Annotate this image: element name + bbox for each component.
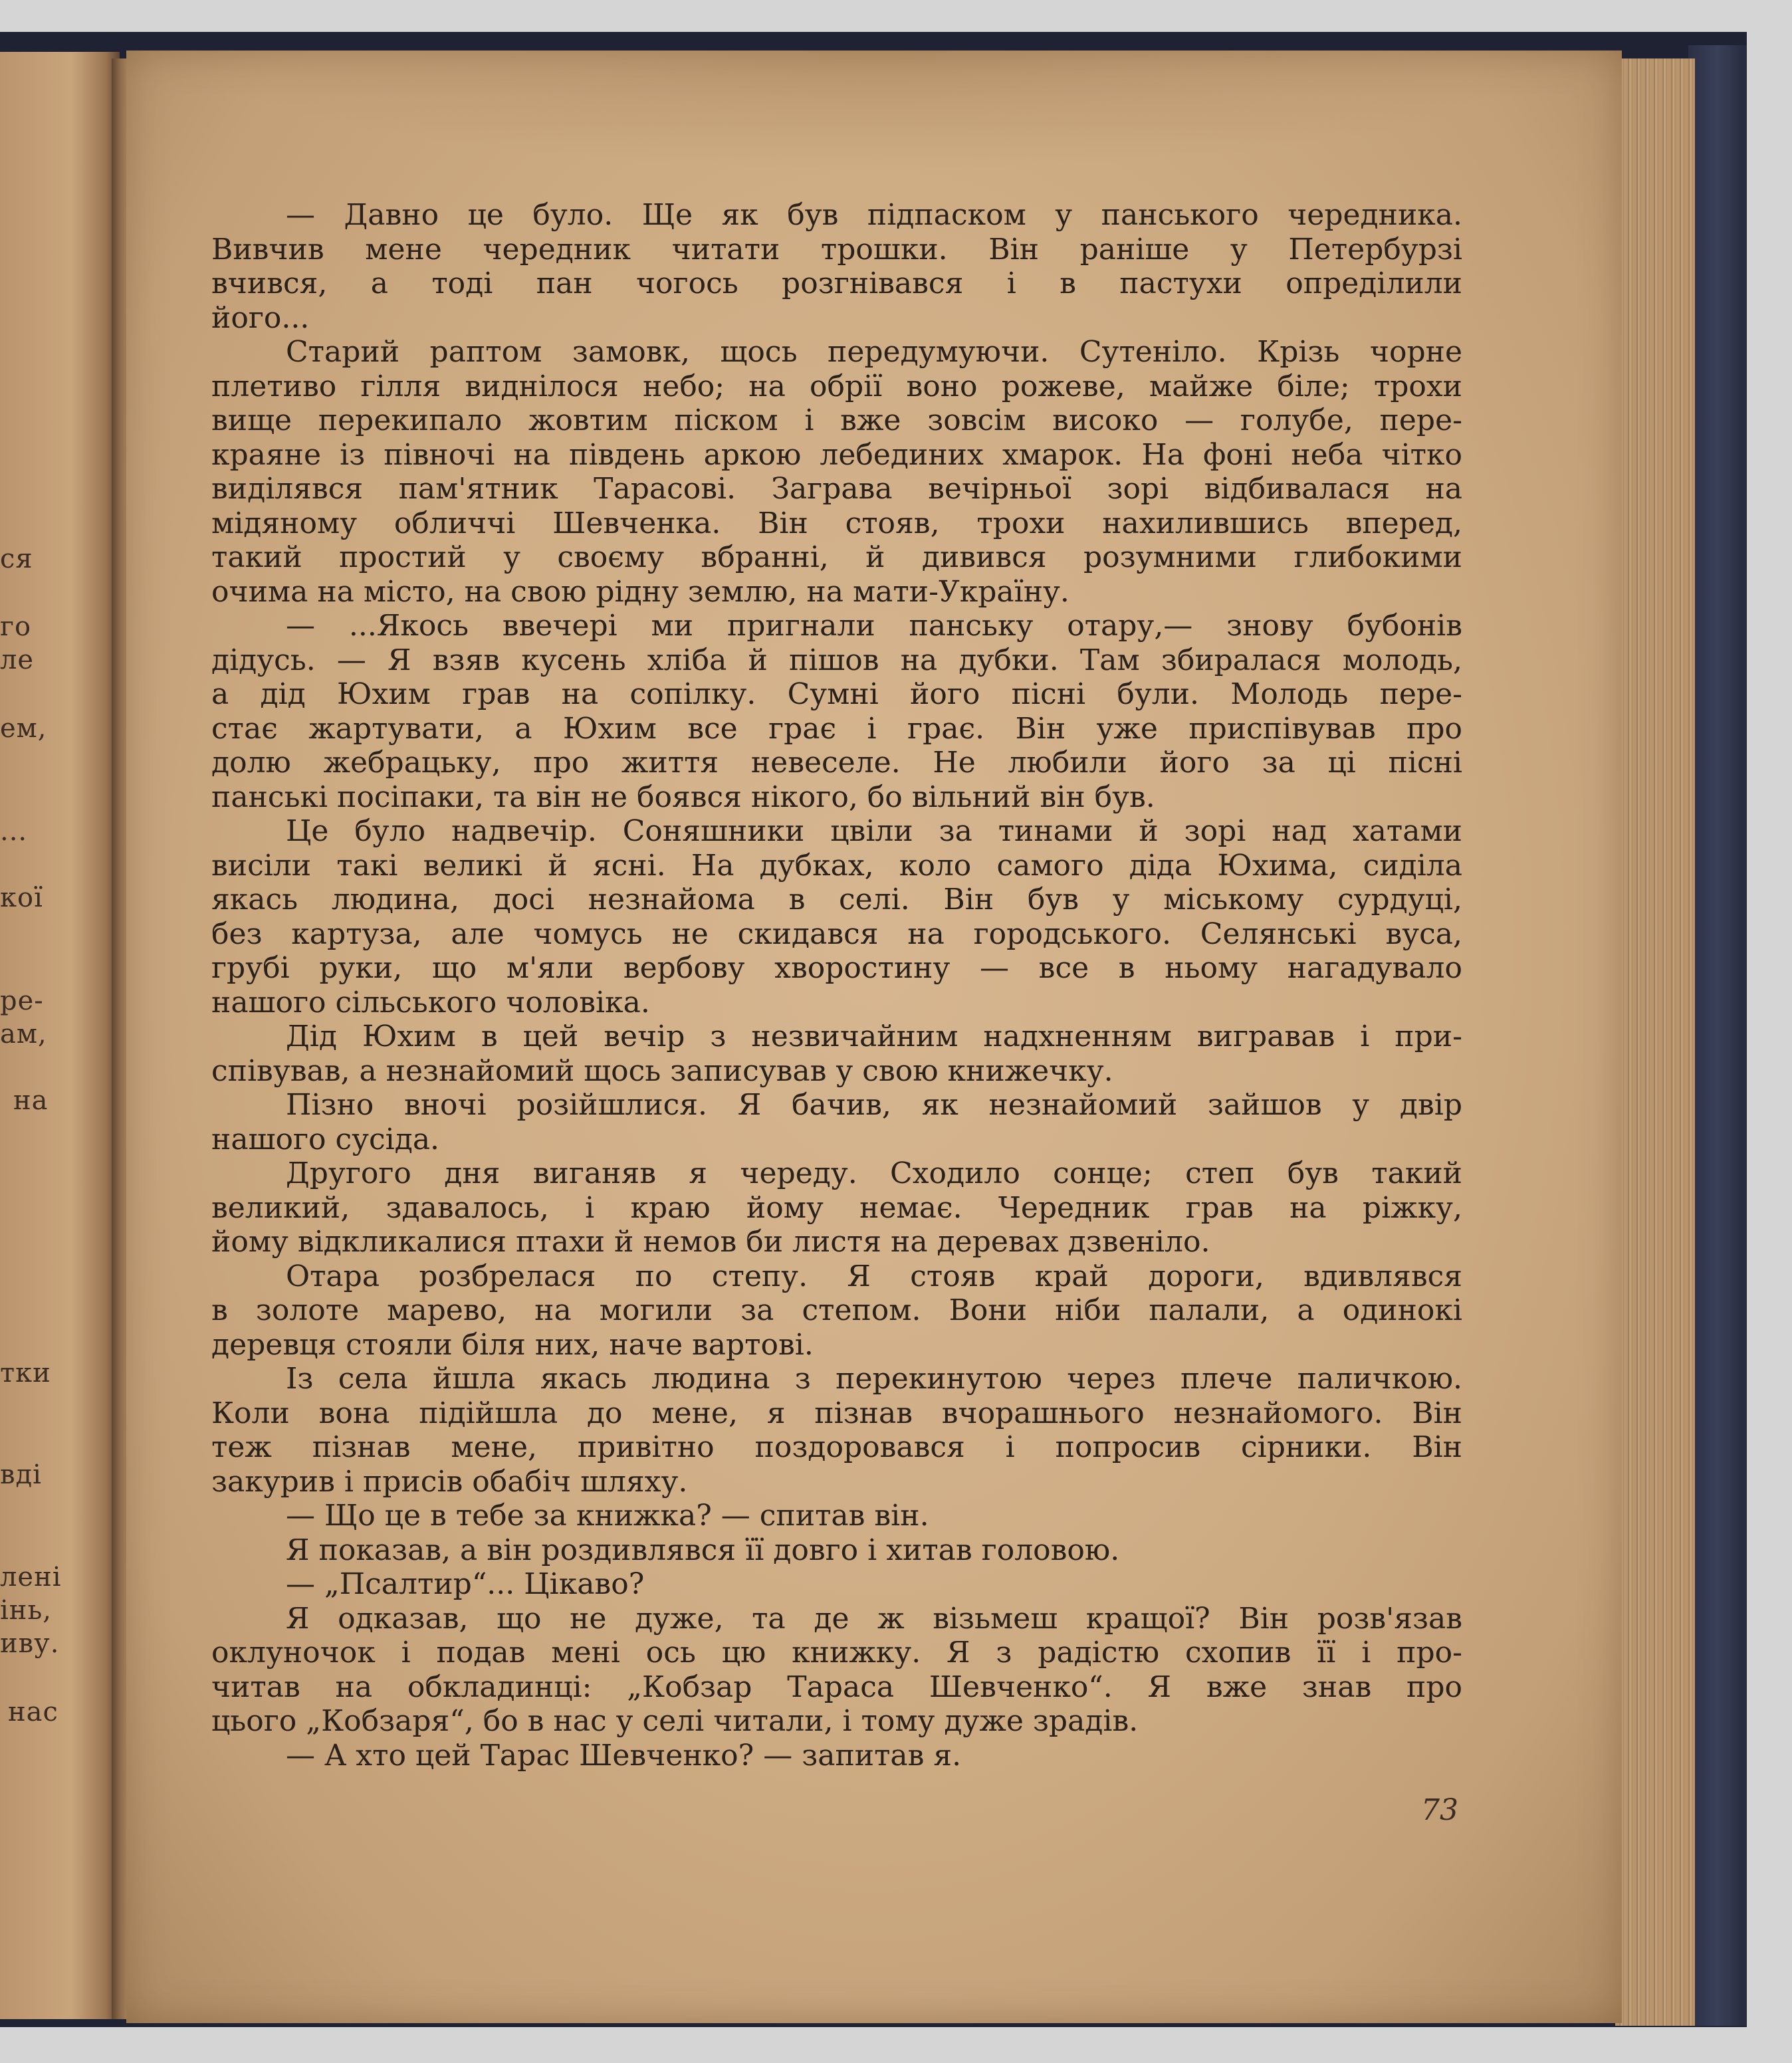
page-edges [1615, 58, 1695, 2026]
text-line: оклуночок і подав мені ось цю книжку. Я з радістю схопив її і про- [211, 1636, 1462, 1670]
text-line: а дід Юхим грав на сопілку. Сумні його пісні були. Молодь пере- [211, 677, 1462, 711]
text-line: Другого дня виганяв я череду. Сходило сонце; степ був такий [286, 1156, 1462, 1190]
left-page-fragment: го [0, 611, 32, 642]
left-page-fragment: нас [8, 1697, 58, 1727]
text-line: без картуза, але чомусь не скидався на городського. Селянські вуса, [211, 917, 1462, 951]
book-cover-edge [1688, 45, 1747, 2026]
left-page-fragment: ре- [0, 986, 44, 1016]
text-line: Вивчив мене чередник читати трошки. Він раніше у Петербурзі [211, 232, 1462, 267]
left-page-fragment: інь, [0, 1595, 52, 1626]
text-line: плетиво гілля виднілося небо; на обрії воно рожеве, майже біле; трохи [211, 369, 1462, 403]
text-line: закурив і присів обабіч шляху. [211, 1464, 688, 1499]
text-line: висіли такі великі й ясні. На дубках, коло самого діда Юхима, сиділа [211, 848, 1462, 883]
text-line: краяне із півночі на південь аркою лебединих хмарок. На фоні неба чітко [211, 437, 1462, 472]
text-line: Я одказав, що не дуже, та де ж візьмеш кращої? Він розв'язав [286, 1601, 1462, 1636]
text-line: нашого сусіда. [211, 1122, 440, 1156]
text-line: мідяному обличчі Шевченка. Він стояв, трохи нахилившись вперед, [211, 506, 1462, 540]
left-page-fragment: ле [0, 645, 35, 675]
page-number: 73 [1421, 1793, 1458, 1827]
text-line: стає жартувати, а Юхим все грає і грає. Він уже приспівував про [211, 711, 1462, 746]
text-line: Я показав, а він роздивлявся її довго і хитав головою. [286, 1533, 1120, 1567]
book-scan [0, 32, 1747, 2027]
text-line: дідусь. — Я взяв кусень хліба й пішов на дубки. Там збиралася молодь, [211, 643, 1462, 677]
text-line: Отара розбрелася по степу. Я стояв край дороги, вдивлявся [286, 1259, 1462, 1293]
text-line: — Що це в тебе за книжка? — спитав він. [286, 1499, 929, 1533]
text-line: в золоте марево, на могили за степом. Вони ніби палали, а одинокі [211, 1293, 1462, 1327]
text-line: Із села йшла якась людина з перекинутою через плече паличкою. [286, 1362, 1462, 1396]
text-line: його... [211, 300, 310, 335]
text-line: очима на місто, на свою рідну землю, на мати-Україну. [211, 574, 1069, 609]
text-line: цього „Кобзаря“, бо в нас у селі читали, і тому дуже зрадів. [211, 1704, 1139, 1738]
water-stain [179, 51, 1575, 170]
text-line: великий, здавалось, і краю йому немає. Чередник грав на ріжку, [211, 1190, 1462, 1225]
text-line: панські посіпаки, та він не боявся нікого, бо вільний він був. [211, 780, 1155, 814]
left-page-fragment: ем, [0, 713, 47, 744]
text-line: — Давно це було. Ще як був підпаском у панського чередника. [286, 198, 1462, 232]
text-line: співував, а незнайомий щось записував у свою книжечку. [211, 1053, 1113, 1088]
left-page-fragment: вді [0, 1460, 42, 1490]
left-page-fragment: иву. [0, 1628, 60, 1659]
text-line: — „Псалтир“... Цікаво? [286, 1567, 645, 1601]
text-line: Це було надвечір. Соняшники цвіли за тинами й зорі над хатами [286, 814, 1462, 848]
left-page-fragment: ам, [0, 1019, 47, 1049]
left-page-fragment: на [13, 1085, 49, 1116]
text-line: виділявся пам'ятник Тарасові. Заграва вечірньої зорі відбивалася на [211, 472, 1462, 506]
text-line: долю жебрацьку, про життя невеселе. Не любили його за ці пісні [211, 746, 1462, 780]
text-line: читав на обкладинці: „Кобзар Тараса Шевченко“. Я вже знав про [211, 1670, 1462, 1704]
text-line: якась людина, досі незнайома в селі. Він був у міському сурдуці, [211, 883, 1462, 917]
left-page-fragment: лені [0, 1562, 62, 1592]
text-line: йому відкликалися птахи й немов би листя на деревах дзвеніло. [211, 1225, 1210, 1259]
text-line: такий простий у своєму вбранні, й дивився розумними глибокими [211, 540, 1462, 574]
text-line: вище перекипало жовтим піском і вже зовсім високо — голубе, пере- [211, 403, 1462, 437]
text-line: вчився, а тоді пан чогось розгнівався і в пастухи опреділили [211, 267, 1462, 300]
left-page-fragment: кої [0, 883, 43, 913]
text-line: — А хто цей Тарас Шевченко? — запитав я. [286, 1738, 962, 1773]
text-line: — ...Якось ввечері ми пригнали панську отару,— знову бубонів [286, 609, 1462, 643]
text-line: Пізно вночі розійшлися. Я бачив, як незнайомий зайшов у двір [286, 1088, 1462, 1122]
text-line: деревця стояли біля них, наче вартові. [211, 1327, 814, 1362]
page-body-text [211, 198, 1462, 1773]
text-line: Дід Юхим в цей вечір з незвичайним надхненням вигравав і при- [286, 1020, 1462, 1053]
text-line: Коли вона підійшла до мене, я пізнав вчорашнього незнайомого. Він [211, 1396, 1462, 1430]
text-line: грубі руки, що м'яли вербову хворостину — все в ньому нагадувало [211, 951, 1462, 985]
text-line: нашого сільського чоловіка. [211, 985, 650, 1020]
left-page-fragment: ... [0, 816, 28, 847]
text-line: Старий раптом замовк, щось передумуючи. Сутеніло. Крізь чорне [286, 335, 1462, 369]
left-page-fragment: ся [0, 544, 33, 574]
left-page [0, 52, 120, 2019]
left-page-fragment: тки [0, 1358, 51, 1388]
text-line: теж пізнав мене, привітно поздоровався і попросив сірники. Він [211, 1430, 1462, 1464]
